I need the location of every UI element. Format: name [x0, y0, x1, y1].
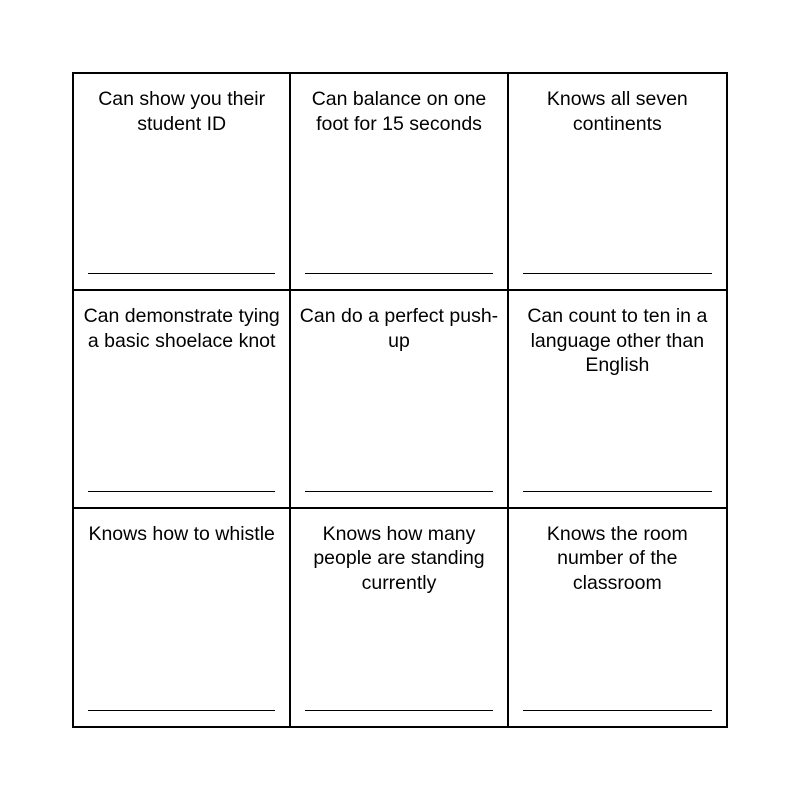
cell-prompt: Knows all seven continents	[546, 88, 688, 135]
signature-line[interactable]	[305, 491, 492, 492]
signature-line[interactable]	[523, 491, 712, 492]
signature-line[interactable]	[305, 710, 492, 711]
bingo-cell-3[interactable]	[509, 74, 726, 291]
cell-prompt: Knows how many people are standing currently	[313, 522, 485, 594]
cell-prompt: Can demonstrate tying a basic shoelace knot	[83, 305, 280, 352]
cell-prompt: Knows how to whistle	[88, 522, 275, 545]
signature-line[interactable]	[88, 491, 275, 492]
signature-line[interactable]	[88, 710, 275, 711]
bingo-cell-2[interactable]	[291, 74, 508, 291]
cell-prompt: Can do a perfect push-up	[299, 305, 499, 352]
bingo-cell-4[interactable]	[74, 291, 291, 508]
bingo-cell-5[interactable]	[291, 291, 508, 508]
signature-line[interactable]	[523, 273, 712, 274]
bingo-cell-9[interactable]	[509, 509, 726, 726]
bingo-cell-1[interactable]	[74, 74, 291, 291]
cell-prompt: Can count to ten in a language other than English	[527, 305, 708, 377]
cell-prompt: Can show you their student ID	[98, 88, 266, 135]
signature-line[interactable]	[305, 273, 492, 274]
bingo-cell-7[interactable]	[74, 509, 291, 726]
bingo-cell-8[interactable]	[291, 509, 508, 726]
signature-line[interactable]	[88, 273, 275, 274]
cell-prompt: Can balance on one foot for 15 seconds	[311, 88, 487, 135]
bingo-grid	[72, 72, 728, 728]
signature-line[interactable]	[523, 710, 712, 711]
bingo-cell-6[interactable]	[509, 291, 726, 508]
cell-prompt: Knows the room number of the classroom	[546, 522, 688, 594]
